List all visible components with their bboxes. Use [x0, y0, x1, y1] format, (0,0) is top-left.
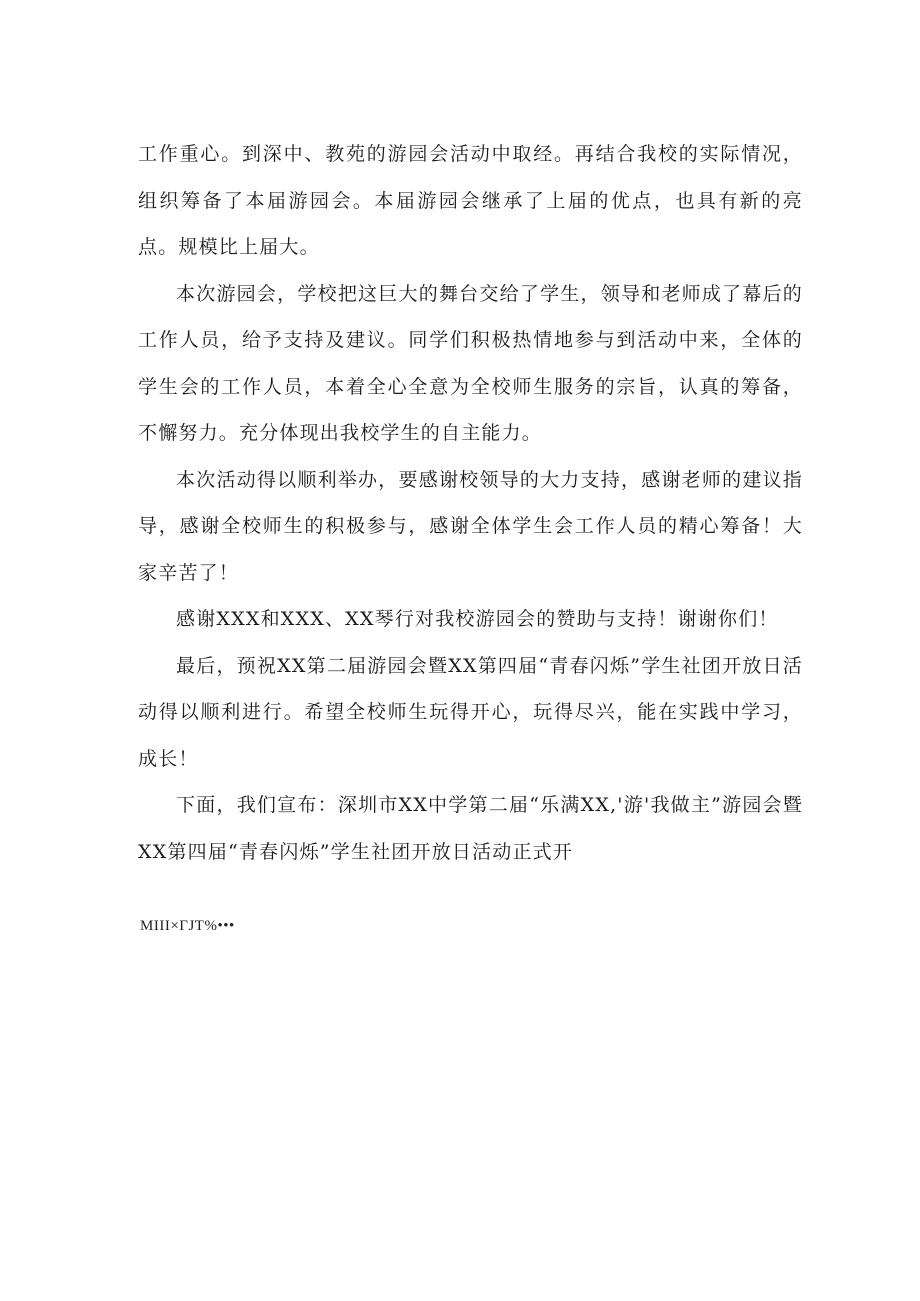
- paragraph-student-stage: 本次游园会，学校把这巨大的舞台交给了学生，领导和老师成了幕后的工作人员，给予支持及建议。同学们积极热情地参与到活动中来，全体的学生会的工作人员，本着全心全意为全校师生服务的宗旨，认真的筹备，不懈努力。充分体现出我校学生的自主能力。: [138, 282, 803, 444]
- paragraph-sponsors: 感谢XXX和XXX、XX琴行对我校游园会的赞助与支持！谢谢你们！: [176, 608, 779, 630]
- paragraph-thanks: 本次活动得以顺利举办，要感谢校领导的大力支持，感谢老师的建议指导，感谢全校师生的积极参与，感谢全体学生会工作人员的精心筹备！大家辛苦了！: [138, 468, 803, 584]
- paragraph-continuation: 工作重心。到深中、教苑的游园会活动中取经。再结合我校的实际情况，组织筹备了本届游园会。本届游园会继承了上届的优点，也具有新的亮点。规模比上届大。: [138, 143, 803, 258]
- document-body: [138, 131, 803, 875]
- paragraph-announcement: 下面，我们宣布：深圳市XX中学第二届“乐满XX,'游'我做主”游园会暨XX第四届“青春闪烁”学生社团开放日活动正式开: [138, 794, 803, 863]
- footer-text: MIII×ΓJT%•••: [140, 918, 235, 934]
- paragraph-wishes: 最后，预祝XX第二届游园会暨XX第四届“青春闪烁”学生社团开放日活动得以顺利进行。希望全校师生玩得开心，玩得尽兴，能在实践中学习，成长！: [138, 654, 803, 770]
